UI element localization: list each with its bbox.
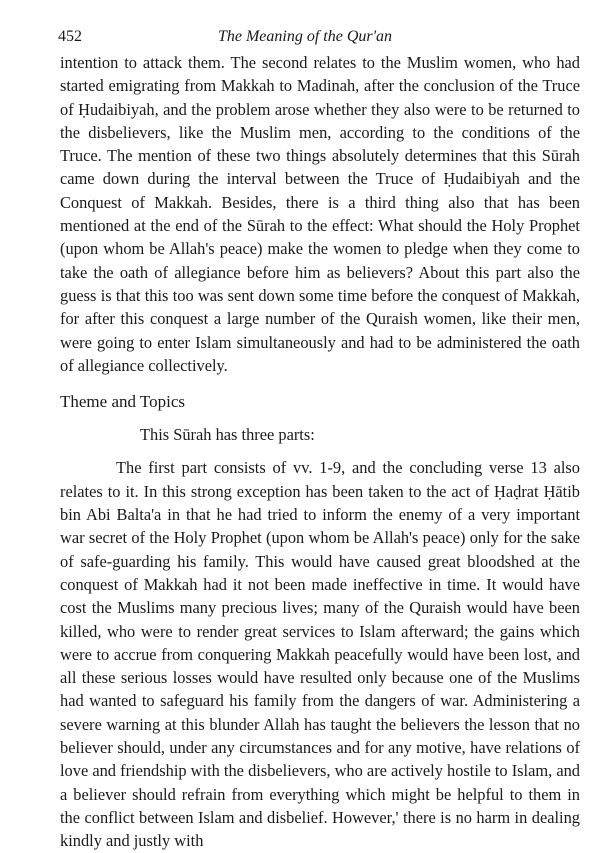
- body-paragraph: The first part consists of vv. 1-9, and the concluding verse 13 also relates to it. In this strong exception has been taken to the act of Ḥaḍrat Ḥātib bin Abi Balta'a in that he had tried to inform the enemy of a very important war secret of the Holy Prophet (upon whom be Allah's peace) only for the sake of safe-guarding his family. This would have caused great bloodshed at the conquest of Makkah had it not been made ineffective in time. It would have cost the Muslims many precious lives; many of the Quraish would have been killed, who were to render great services to Islam afterward; the gains which were to accrue from conquering Makkah peacefully would have been lost, and all these serious losses would have resulted only because one of the Muslims had wanted to safeguard his family from the dangers of war. Administering a severe warning at this blunder Allah has taught the believers the lesson that no believer should, under any circumstances and for any motive, have relations of love and friendship with the disbelievers, who are actively hostile to Islam, and a believer should refrain from everything which might be helpful to them in the conflict between Islam and disbelief. However,' there is no harm in dealing kindly and justly with: [60, 458, 580, 851]
- running-title: The Meaning of the Qur'an: [217, 28, 393, 45]
- page-number: 452: [58, 28, 82, 45]
- body-paragraph: intention to attack them. The second relates to the Muslim women, who had started emigrating from Makkah to Madinah, after the conclusion of the Truce of Ḥudaibiyah, and the problem arose whether they also were to be returned to the disbelievers, like the Muslim men, according to the conditions of the Truce. The mention of these two things absolutely determines that this Sūrah came down during the interval between the Truce of Ḥudaibiyah and the Conquest of Makkah. Besides, there is a third thing also that has been mentioned at the end of the Sūrah to the effect: What should the Holy Prophet (upon whom be Allah's peace) make the women to pledge when they come to take the oath of allegiance before him as believers? About this part also the guess is that this too was sent down some time before the conquest of Makkah, for after this conquest a large number of the Quraish women, like their men, were going to enter Islam simultaneously and had to be administered the oath of allegiance collectively.: [60, 53, 580, 375]
- body-paragraph: This Sūrah has three parts:: [140, 425, 315, 445]
- page-body: [60, 51, 580, 853]
- page-header: [58, 20, 552, 44]
- section-heading: Theme and Topics: [60, 392, 186, 412]
